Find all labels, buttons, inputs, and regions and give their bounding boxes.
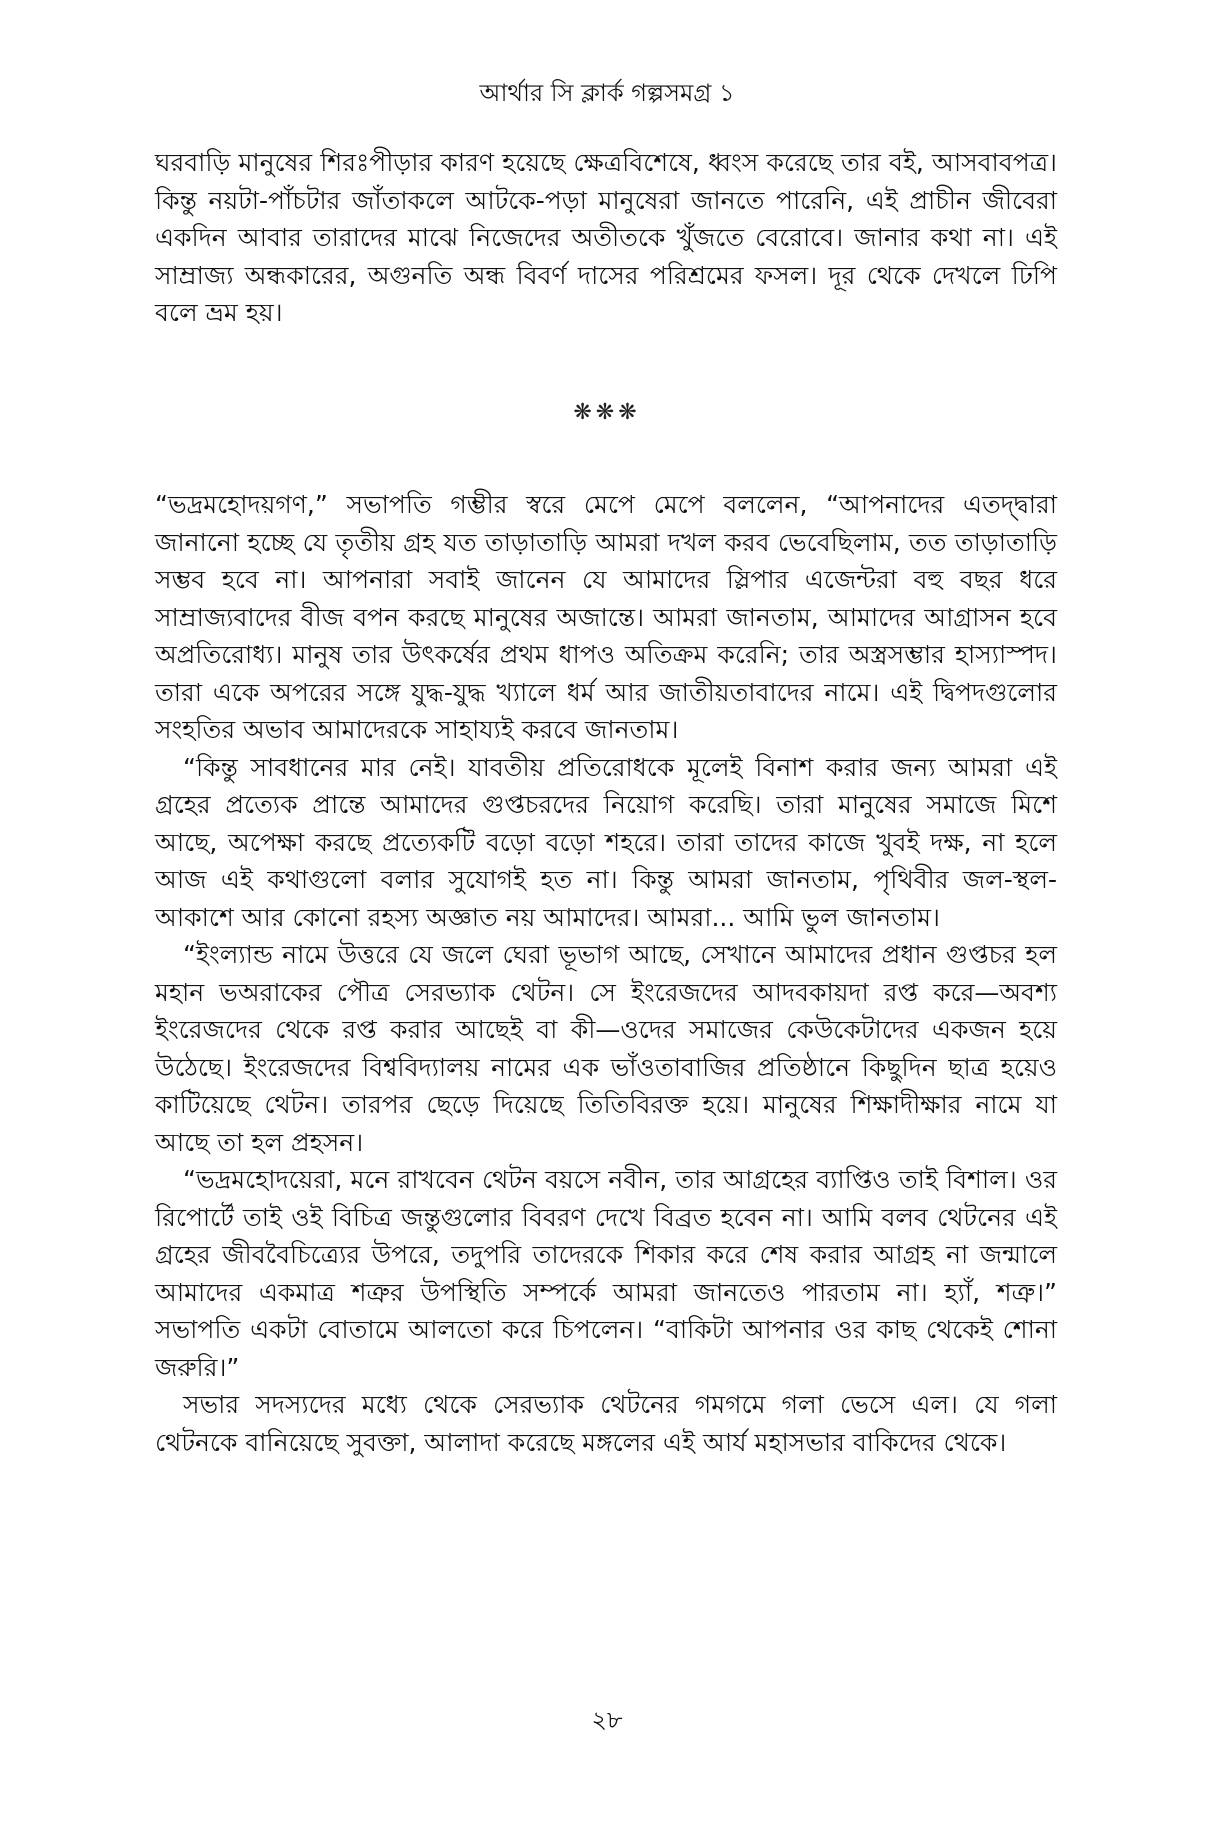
paragraph: “ভদ্রমহোদয়গণ,” সভাপতি গম্ভীর স্বরে মেপে মেপে বললেন, “আপনাদের এতদ্দ্বারা জানানো হচ্ছে যে তৃতীয় গ্রহ যত তাড়াতাড়ি আমরা দখল করব ভেবেছিলাম, তত তাড়াতাড়ি সম্ভব হবে না। আপনারা সবাই জানেন যে আমাদের স্লিপার এজেন্টরা বহু বছর ধরে সাম্রাজ্যবাদের বীজ বপন করছে মানুষের অজান্তে। আমরা জানতাম, আমাদের আগ্রাসন হবে অপ্রতিরোধ্য। মানুষ তার উৎকর্ষের প্রথম ধাপও অতিক্রম করেনি; তার অস্ত্রসম্ভার হাস্যাস্পদ। তারা একে অপরের সঙ্গে যুদ্ধ-যুদ্ধ খ্যালে ধর্ম আর জাতীয়তাবাদের নামে। এই দ্বিপদগুলোর সংহতির অভাব আমাদেরকে সাহায্যই করবে জানতাম। [155,490,1057,744]
text-block-top [155,144,1057,332]
text-block-main [155,486,1057,1461]
paragraph: “ইংল্যান্ড নামে উত্তরে যে জলে ঘেরা ভূভাগ আছে, সেখানে আমাদের প্রধান গুপ্তচর হল মহান ভঅরাকের পৌত্র সেরভ্যাক থেটন। সে ইংরেজদের আদবকায়দা রপ্ত করে—অবশ্য ইংরেজদের থেকে রপ্ত করার আছেই বা কী—ওদের সমাজের কেউকেটাদের একজন হয়ে উঠেছে। ইংরেজদের বিশ্ববিদ্যালয় নামের এক ভাঁওতাবাজির প্রতিষ্ঠানে কিছুদিন ছাত্র হয়েও কাটিয়েছে থেটন। তারপর ছেড়ে দিয়েছে তিতিবিরক্ত হয়ে। মানুষের শিক্ষাদীক্ষার নামে যা আছে তা হল প্রহসন। [155,940,1057,1157]
paragraph: “কিন্তু সাবধানের মার নেই। যাবতীয় প্রতিরোধকে মূলেই বিনাশ করার জন্য আমরা এই গ্রহের প্রত্যেক প্রান্তে আমাদের গুপ্তচরদের নিয়োগ করেছি। তারা মানুষের সমাজে মিশে আছে, অপেক্ষা করছে প্রত্যেকটি বড়ো বড়ো শহরে। তারা তাদের কাজে খুবই দক্ষ, না হলে আজ এই কথাগুলো বলার সুযোগই হত না। কিন্তু আমরা জানতাম, পৃথিবীর জল-স্থল-আকাশে আর কোনো রহস্য অজ্ঞাত নয় আমাদের। আমরা... আমি ভুল জানতাম। [155,752,1057,932]
paragraph: সভার সদস্যদের মধ্যে থেকে সেরভ্যাক থেটনের গমগমে গলা ভেসে এল। যে গলা থেটনকে বানিয়েছে সুবক্তা, আলাদা করেছে মঙ্গলের এই আর্য মহাসভার বাকিদের থেকে। [155,1390,1057,1457]
running-head: আর্থার সি ক্লার্ক গল্পসমগ্র ১ [479,79,735,107]
paragraph: “ভদ্রমহোদয়েরা, মনে রাখবেন থেটন বয়সে নবীন, তার আগ্রহের ব্যাপ্তিও তাই বিশাল। ওর রিপোর্টে তাই ওই বিচিত্র জন্তুগুলোর বিবরণ দেখে বিব্রত হবেন না। আমি বলব থেটনের এই গ্রহের জীববৈচিত্র্যের উপরে, তদুপরি তাদেরকে শিকার করে শেষ করার আগ্রহ না জন্মালে আমাদের একমাত্র শত্রুর উপস্থিতি সম্পর্কে আমরা জানতেও পারতাম না। হ্যাঁ, শত্রু।” সভাপতি একটা বোতামে আলতো করে চিপলেন। “বাকিটা আপনার ওর কাছ থেকেই শোনা জরুরি।” [155,1165,1057,1382]
paragraph: ঘরবাড়ি মানুষের শিরঃপীড়ার কারণ হয়েছে ক্ষেত্রবিশেষে, ধ্বংস করেছে তার বই, আসবাবপত্র। কিন্তু নয়টা-পাঁচটার জাঁতাকলে আটকে-পড়া মানুষেরা জানতে পারেনি, এই প্রাচীন জীবেরা একদিন আবার তারাদের মাঝে নিজেদের অতীতকে খুঁজতে বেরোবে। জানার কথা না। এই সাম্রাজ্য অন্ধকারের, অগুনতি অন্ধ বিবর্ণ দাসের পরিশ্রমের ফসল। দূর থেকে দেখলে ঢিপি বলে ভ্রম হয়। [155,148,1057,327]
scene-break-ornament: ❋❋❋ [573,400,641,425]
page-number: ২৮ [591,1706,623,1734]
